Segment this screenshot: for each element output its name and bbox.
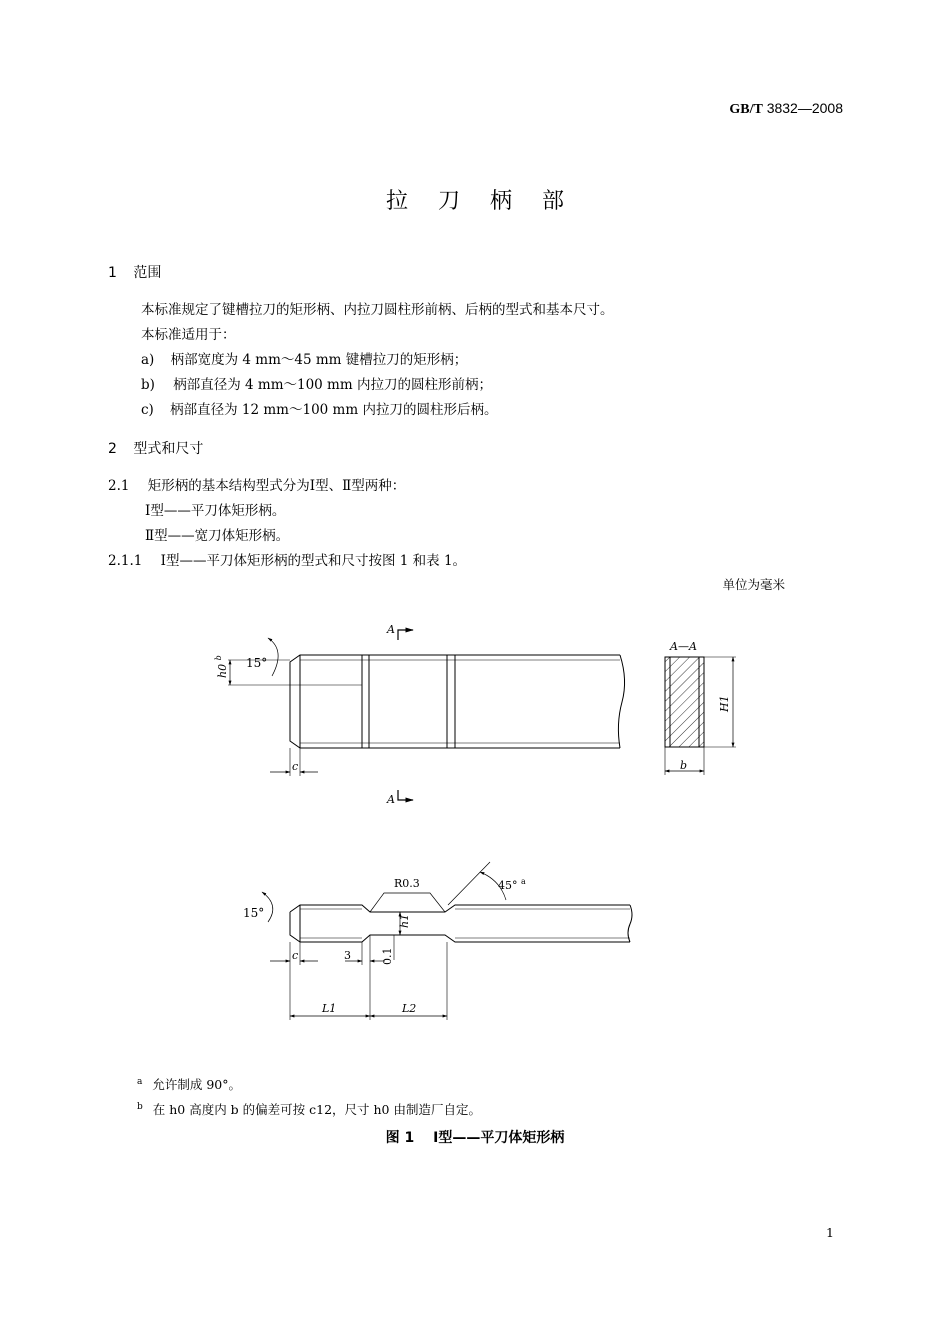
section-2-1-num: 2.1: [108, 478, 130, 494]
angle-15-side-label: 15°: [243, 906, 265, 920]
section-1-paragraph-1: 本标准规定了键槽拉刀的矩形柄、内拉刀圆柱形前柄、后柄的型式和基本尺寸。: [141, 302, 614, 318]
list-item-text: 柄部宽度为 4 mm～45 mm 键槽拉刀的矩形柄；: [170, 352, 468, 368]
b-label: b: [680, 759, 688, 772]
standard-prefix: GB/T: [729, 102, 763, 117]
section-2-1-1: [108, 549, 466, 569]
figure-1-drawing: [200, 610, 760, 1030]
unit-note: 单位为毫米: [722, 577, 785, 592]
h0-text: h0: [216, 663, 229, 678]
list-item-label: b): [141, 377, 155, 393]
footnote-b: [137, 1100, 481, 1118]
r03-label: R0.3: [394, 877, 420, 890]
footnote-text: 在 h0 高度内 b 的偏差可按 c12，尺寸 h0 由制造厂自定。: [152, 1102, 481, 1117]
standard-code: 3832—2008: [766, 100, 843, 116]
l2-label: L2: [402, 1002, 417, 1015]
list-item-label: c): [141, 402, 154, 418]
figure-caption: [0, 1127, 950, 1147]
footnote-mark: a: [137, 1076, 143, 1087]
section-2-1-1-text: Ⅰ型——平刀体矩形柄的型式和尺寸按图 1 和表 1。: [160, 553, 467, 569]
section-2-1: [108, 474, 405, 494]
standard-number: [729, 100, 843, 118]
h1-label: h1: [398, 913, 411, 928]
list-item: [141, 398, 497, 418]
footnote-text: 允许制成 90°。: [152, 1077, 241, 1092]
list-item: [141, 373, 492, 393]
section-view: [665, 657, 736, 775]
list-item-text: 柄部直径为 4 mm～100 mm 内拉刀的圆柱形前柄；: [173, 377, 492, 393]
type-line: Ⅰ型——平刀体矩形柄。: [145, 503, 286, 519]
angle-45-sup: a: [521, 877, 526, 886]
h1-dim-label: H1: [718, 695, 731, 712]
dim-3-label: 3: [344, 949, 351, 962]
section-2-num: 2: [108, 441, 117, 457]
angle-15-label: 15°: [246, 656, 268, 670]
side-view: [262, 862, 632, 1020]
figure-number: 图 1: [385, 1130, 415, 1146]
section-2-1-1-num: 2.1.1: [108, 553, 143, 569]
section-1-paragraph-2: 本标准适用于：: [141, 327, 236, 343]
footnote-mark: b: [137, 1101, 143, 1112]
top-view: [228, 630, 625, 800]
section-2-heading: [108, 438, 203, 458]
footnote-a: [137, 1075, 241, 1093]
l1-label: L1: [322, 1002, 337, 1015]
svg-text:45° a: [498, 877, 526, 892]
figure-title: Ⅰ型——平刀体矩形柄: [433, 1130, 565, 1146]
type-line: Ⅱ型——宽刀体矩形柄。: [145, 528, 290, 544]
top-view-labels: [214, 623, 395, 806]
c-side-label: c: [292, 949, 299, 962]
section-a-label-bottom: A: [387, 793, 395, 806]
page-number: 1: [826, 1225, 834, 1240]
c-label: c: [292, 760, 299, 773]
section-2-1-text: 矩形柄的基本结构型式分为Ⅰ型、Ⅱ型两种：: [147, 478, 406, 494]
section-1-title: 范围: [133, 265, 162, 281]
section-1-heading: [108, 262, 161, 282]
list-item-text: 柄部直径为 12 mm～100 mm 内拉刀的圆柱形后柄。: [170, 402, 498, 418]
page-title: 拉刀柄部: [385, 189, 594, 214]
list-item: [141, 348, 467, 368]
section-aa-label: A—A: [670, 640, 697, 653]
angle-45-label: 45°: [498, 879, 518, 892]
h0-label: [214, 655, 229, 678]
list-item-label: a): [141, 352, 155, 368]
section-2-title: 型式和尺寸: [133, 441, 204, 457]
h0-sup: b: [214, 655, 223, 661]
section-1-num: 1: [108, 265, 117, 281]
dim-01-label: 0.1: [381, 947, 394, 965]
section-a-label-top: A: [387, 623, 395, 636]
